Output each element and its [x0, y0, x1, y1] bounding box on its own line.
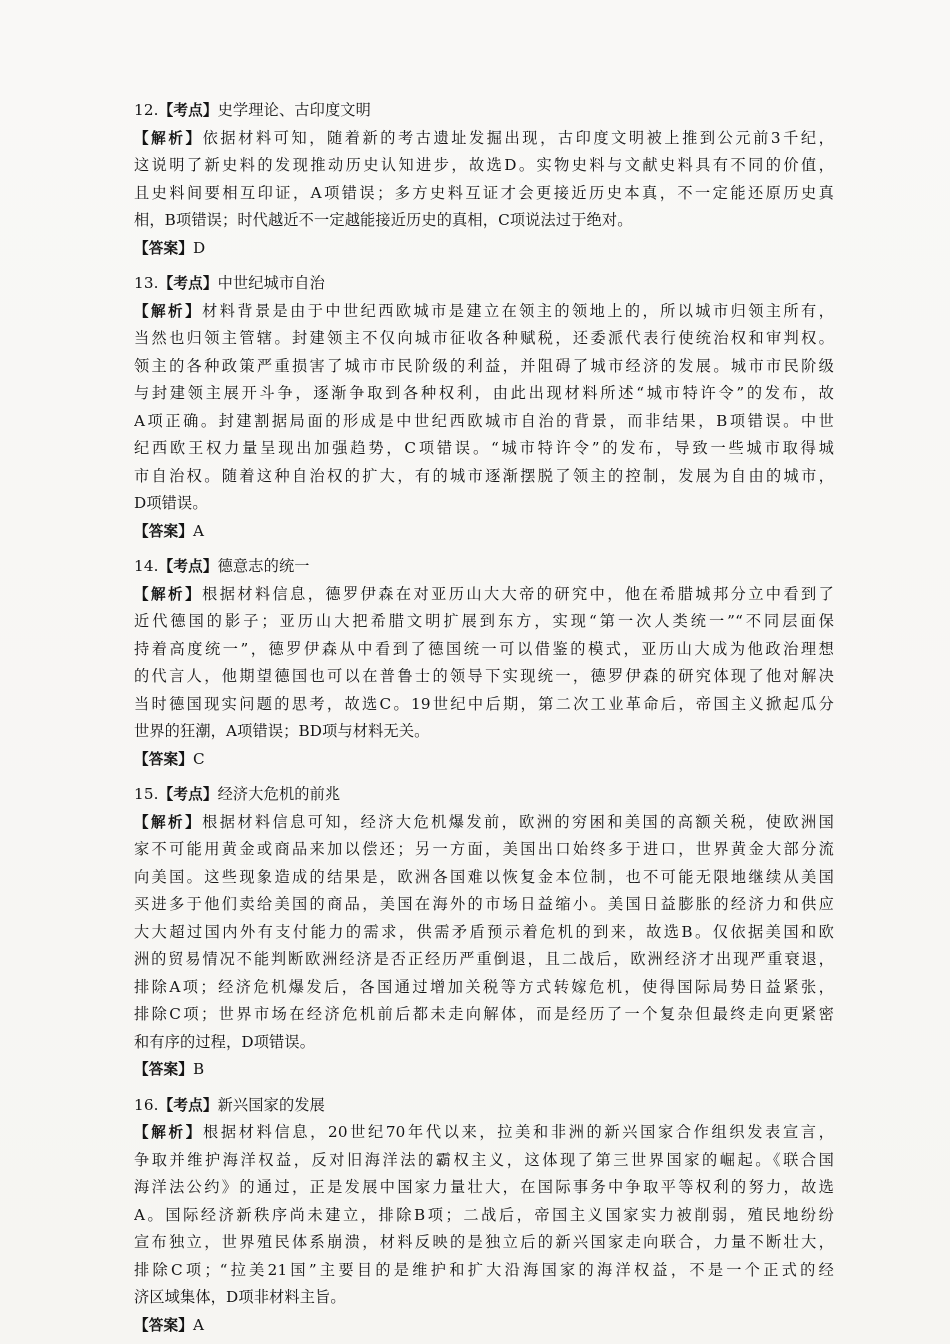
analysis-tag: 【解析】 [134, 129, 203, 147]
analysis-line [134, 836, 834, 864]
analysis-tag: 【解析】 [134, 585, 203, 603]
topic-text: 史学理论、古印度文明 [217, 101, 371, 119]
analysis-text: 根据材料信息，德罗伊森在对亚历山大大帝的研究中，他在希腊城邦分立中看到了 [202, 584, 834, 603]
analysis-line [134, 1001, 834, 1029]
analysis-text: 根据材料信息，20世纪70年代以来，拉美和非洲的新兴国家合作组织发表宣言， [203, 1123, 834, 1141]
analysis-text: 依据材料可知，随着新的考古遗址发掘出现，古印度文明被上推到公元前3千纪， [202, 128, 834, 147]
question-heading [134, 97, 834, 125]
analysis-line [134, 1257, 834, 1285]
analysis-line [134, 581, 834, 609]
analysis-line [134, 946, 834, 974]
analysis-line [134, 353, 834, 381]
answer-value: C [192, 749, 205, 768]
analysis-line [134, 718, 834, 746]
analysis-line [134, 891, 834, 919]
analysis-text: 纪西欧王权力量呈现出加强趋势，C项错误。“城市特许令”的发布，导致一些城市取得城 [134, 439, 834, 457]
topic-tag: 【考点】 [158, 102, 218, 119]
analysis-text: 且史料间要相互印证，A项错误；多方史料互证才会更接近历史本真，不一定能还原历史真 [134, 183, 834, 202]
analysis-line [134, 1029, 834, 1057]
analysis-line [134, 1119, 834, 1147]
question-number: 15. [134, 785, 159, 803]
question-heading [134, 270, 834, 298]
answer-line [134, 746, 834, 774]
question-number: 12. [134, 101, 159, 119]
analysis-text: 家不可能用黄金或商品来加以偿还；另一方面，美国出口始终多于进口，世界黄金大部分流 [134, 840, 834, 858]
analysis-text: 洲的贸易情况不能判断欧洲经济是否正经历严重倒退，且二战后，欧洲经济才出现严重衰退， [134, 950, 834, 968]
topic-tag: 【考点】 [158, 1096, 218, 1114]
analysis-line [134, 864, 834, 892]
answer-line [134, 235, 834, 263]
answer-value: A [192, 521, 205, 540]
analysis-line [134, 380, 834, 408]
answer-tag: 【答案】 [134, 239, 193, 257]
topic-text: 中世纪城市自治 [217, 274, 325, 292]
analysis-text: 市自治权。随着这种自治权的扩大，有的城市逐渐摆脱了领主的控制，发展为自由的城市， [134, 466, 834, 485]
question-block [134, 270, 834, 545]
analysis-line [134, 1147, 834, 1175]
analysis-text: 排除A项；经济危机爆发后，各国通过增加关税等方式转嫁危机，使得国际局势日益紧张， [134, 977, 834, 996]
analysis-line [134, 636, 834, 664]
analysis-text: 近代德国的影子；亚历山大把希腊文明扩展到东方，实现“第一次人类统一”“不同层面保 [134, 612, 834, 630]
question-block [134, 781, 834, 1084]
analysis-line [134, 1202, 834, 1230]
analysis-line [134, 490, 834, 518]
answer-tag: 【答案】 [134, 750, 193, 768]
question-heading [134, 781, 834, 809]
analysis-line [134, 298, 834, 326]
answer-tag: 【答案】 [134, 1316, 193, 1334]
analysis-text: 争取并维护海洋权益，反对旧海洋法的霸权主义，这体现了第三世界国家的崛起。《联合国 [134, 1150, 834, 1169]
question-block [134, 1092, 834, 1340]
analysis-text: 宣布独立，世界殖民体系崩溃，材料反映的是独立后的新兴国家走向联合，力量不断壮大， [134, 1233, 834, 1251]
question-number: 14. [134, 557, 159, 575]
question-number: 13. [134, 274, 159, 292]
analysis-text: 世界的狂潮，A项错误；BD项与材料无关。 [134, 722, 430, 740]
answer-line [134, 1056, 834, 1084]
analysis-line [134, 463, 834, 491]
analysis-line [134, 1284, 834, 1312]
analysis-line [134, 125, 834, 153]
topic-text: 经济大危机的前兆 [217, 785, 341, 803]
analysis-text: 向美国。这些现象造成的结果是，欧洲各国难以恢复金本位制，也不可能无限地继续从美国 [134, 867, 834, 886]
answer-value: D [192, 238, 206, 257]
answer-tag: 【答案】 [134, 1061, 193, 1078]
analysis-text: 买进多于他们卖给美国的商品，美国在海外的市场日益缩小。美国日益膨胀的经济力和供应 [134, 895, 834, 913]
analysis-line [134, 207, 834, 235]
analysis-text: 这说明了新史料的发现推动历史认知进步，故选D。实物史料与文献史料具有不同的价值， [134, 156, 834, 174]
topic-text: 新兴国家的发展 [217, 1095, 325, 1114]
analysis-text: 材料背景是由于中世纪西欧城市是建立在领主的领地上的，所以城市归领主所有， [202, 301, 834, 320]
document-body [134, 97, 834, 1339]
answer-value: A [192, 1315, 205, 1334]
answer-line [134, 518, 834, 546]
question-block [134, 553, 834, 773]
analysis-line [134, 1174, 834, 1202]
answer-line [134, 1312, 834, 1340]
analysis-line [134, 809, 834, 837]
analysis-text: 当时德国现实问题的思考，故选C。19世纪中后期，第二次工业革命后，帝国主义掀起瓜分 [134, 694, 834, 713]
topic-tag: 【考点】 [158, 558, 218, 575]
analysis-line [134, 152, 834, 180]
answer-value: B [192, 1060, 205, 1078]
answer-tag: 【答案】 [134, 522, 193, 540]
analysis-line [134, 325, 834, 353]
analysis-text: D项错误。 [134, 494, 208, 512]
analysis-text: 持着高度统一”，德罗伊森从中看到了德国统一可以借鉴的模式，亚历山大成为他政治理想 [134, 639, 834, 658]
analysis-text: 大大超过国内外有支付能力的需求，供需矛盾预示着危机的到来，故选B。仅依据美国和欧 [134, 922, 834, 941]
analysis-line [134, 180, 834, 208]
analysis-text: A。国际经济新秩序尚未建立，排除B项；二战后，帝国主义国家实力被削弱，殖民地纷纷 [134, 1205, 834, 1224]
question-heading [134, 553, 834, 581]
analysis-line [134, 974, 834, 1002]
analysis-line [134, 691, 834, 719]
analysis-tag: 【解析】 [134, 813, 203, 831]
analysis-text: 和有序的过程，D项错误。 [134, 1032, 316, 1051]
analysis-text: A项正确。封建割据局面的形成是中世纪西欧城市自治的背景，而非结果，B项错误。中世 [134, 411, 834, 430]
question-block [134, 97, 834, 262]
topic-tag: 【考点】 [158, 786, 218, 803]
analysis-line [134, 919, 834, 947]
analysis-text: 相，B项错误；时代越近不一定越能接近历史的真相，C项说法过于绝对。 [134, 211, 633, 229]
analysis-line [134, 435, 834, 463]
topic-text: 德意志的统一 [217, 557, 310, 575]
analysis-text: 的代言人，他期望德国也可以在普鲁士的领导下实现统一，德罗伊森的研究体现了他对解决 [134, 667, 834, 685]
analysis-text: 根据材料信息可知，经济大危机爆发前，欧洲的穷困和美国的高额关税，使欧洲国 [202, 812, 834, 831]
analysis-text: 排除C项；世界市场在经济危机前后都未走向解体，而是经历了一个复杂但最终走向更紧密 [134, 1005, 834, 1023]
analysis-line [134, 1229, 834, 1257]
analysis-tag: 【解析】 [134, 1124, 204, 1141]
analysis-line [134, 663, 834, 691]
analysis-text: 与封建领主展开斗争，逐渐争取到各种权利，由此出现材料所述“城市特许令”的发布，故 [134, 384, 834, 402]
analysis-text: 排除C项；“拉美21国”主要目的是维护和扩大沿海国家的海洋权益，不是一个正式的经 [134, 1260, 834, 1279]
analysis-text: 领主的各种政策严重损害了城市市民阶级的利益，并阻碍了城市经济的发展。城市市民阶级 [134, 356, 834, 375]
topic-tag: 【考点】 [158, 275, 218, 292]
analysis-tag: 【解析】 [134, 302, 203, 320]
analysis-line [134, 408, 834, 436]
analysis-text: 当然也归领主管辖。封建领主不仅向城市征收各种赋税，还委派代表行使统治权和审判权。 [134, 329, 834, 347]
question-number: 16. [134, 1095, 159, 1114]
question-heading [134, 1092, 834, 1120]
analysis-text: 海洋法公约》的通过，正是发展中国家力量壮大，在国际事务中争取平等权利的努力，故选 [134, 1178, 834, 1196]
analysis-line [134, 608, 834, 636]
analysis-text: 济区域集体，D项非材料主旨。 [134, 1288, 346, 1306]
